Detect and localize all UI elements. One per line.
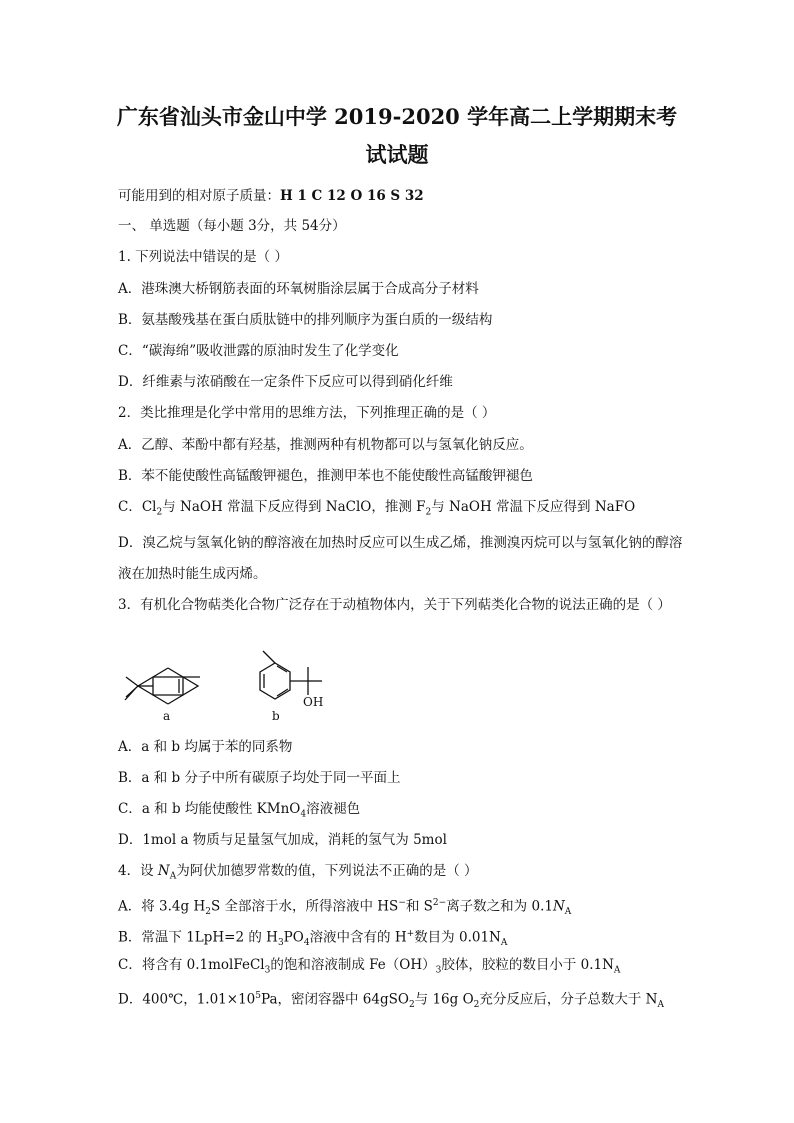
q2-option-d: D．溴乙烷与氢氧化钠的醇溶液在加热时反应可以生成乙烯，推测溴丙烷可以与氢氧化钠的醇溶液在加热时能生成丙烯。 — [118, 535, 683, 582]
q1-stem: 1. 下列说法中错误的是（ ） — [118, 249, 288, 265]
q4-option-d: D．400℃，$1.01\times 10^5Pa$，密闭容器中 64gSO$_2$与 16g $O_2$充分反应后，分子总数大于 $N_A$ — [118, 991, 664, 1011]
q2-option-b: B．苯不能使酸性高锰酸钾褪色，推测甲苯也不能使酸性高锰酸钾褪色 — [118, 468, 533, 484]
atomic-mass-label: 可能用到的相对原子质量： — [118, 188, 280, 204]
structure-b-image — [250, 645, 340, 715]
atomic-mass-line — [118, 186, 684, 206]
structure-a-image — [118, 645, 218, 705]
q4-option-a: A．将 3.4g $H_2S$ 全部溶于水，所得溶液中 HS−和 $S^{2-}$离子数之和为 $0.1N_A$ — [118, 898, 572, 918]
q1-option-d: D．纤维素与浓硝酸在一定条件下反应可以得到硝化纤维 — [118, 374, 453, 390]
q1-option-c: C．“碳海绵”吸收泄露的原油时发生了化学变化 — [118, 343, 399, 359]
q4-option-c: C．将含有 0.1molFeCl$_3$的饱和溶液制成 $Fe(OH)_3$胶体，胶粒的数目小于 $0.1N_A$ — [118, 957, 621, 976]
q1-option-a: A．港珠澳大桥钢筋表面的环氧树脂涂层属于合成高分子材料 — [118, 281, 479, 297]
q3-stem: 3．有机化合物萜类化合物广泛存在于动植物体内，关于下列萜类化合物的说法正确的是（ ） — [118, 597, 671, 613]
q4-stem: 4．设 $N_A$为阿伏加德罗常数的值，下列说法不正确的是（ ） — [118, 863, 478, 882]
q3-option-c: C．a 和 b 均能使酸性 KMnO$_4$溶液褪色 — [118, 801, 361, 820]
q3-option-a: A．a 和 b 均属于苯的同系物 — [118, 739, 293, 755]
q2-option-c: C．$Cl_2$与 NaOH 常温下反应得到 NaClO，推测 $F_2$与 NaOH 常温下反应得到 NaFO — [118, 499, 636, 518]
section-heading: 一、 单选题（每小题 3分，共 54分） — [118, 218, 346, 234]
q4-option-b: B．常温下 1LpH=2 的 $H_3PO_4$溶液中含有的 H+数目为 $0.01N_A$ — [118, 929, 508, 949]
q1-option-b: B．氨基酸残基在蛋白质肽链中的排列顺序为蛋白质的一级结构 — [118, 312, 493, 328]
structure-a-label: a — [163, 709, 171, 723]
page-title: 广东省汕头市金山中学 2019-2020 学年高二上学期期末考试试题 — [116, 104, 678, 167]
atomic-mass-values: H 1 C 12 O 16 S 32 — [280, 188, 424, 204]
q2-option-a: A．乙醇、苯酚中都有羟基，推测两种有机物都可以与氢氧化钠反应。 — [118, 437, 533, 453]
structure-b-label: b — [272, 709, 280, 723]
q2-stem: 2．类比推理是化学中常用的思维方法，下列推理正确的是（ ） — [118, 405, 496, 421]
q3-option-d: D．1mol a 物质与足量氢气加成，消耗的氢气为 5mol — [118, 832, 447, 848]
q3-option-b: B．a 和 b 分子中所有碳原子均处于同一平面上 — [118, 770, 401, 786]
oh-label: OH — [303, 695, 324, 709]
